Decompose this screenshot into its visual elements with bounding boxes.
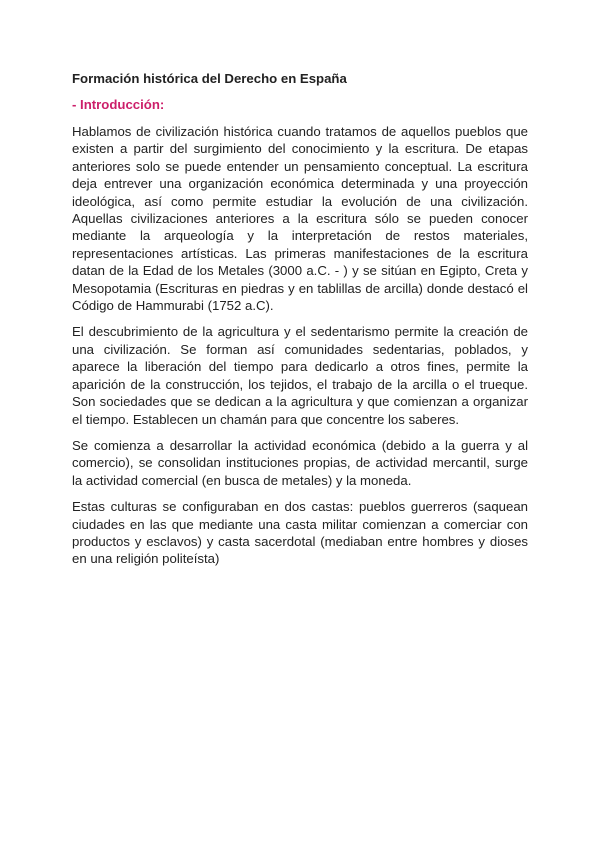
paragraph-civilizacion-historica: Hablamos de civilización histórica cuando tratamos de aquellos pueblos que existen a partir del surgimiento del conocimiento y la escritura. De etapas anteriores solo se puede entender un pensamiento conceptual. La escritura deja entrever una organización económica determinada y una proyección ideológica, así como permite estudiar la evolución de una civilización. Aquellas civilizaciones anteriores a la escritura sólo se pueden conocer mediante la arqueología y la interpretación de restos materiales, representaciones artísticas. Las primeras manifestaciones de la escritura datan de la Edad de los Metales (3000 a.C. - ) y se sitúan en Egipto, Creta y Mesopotamia (Escrituras en piedras y en tablillas de arcilla) donde destacó el Código de Hammurabi (1752 a.C). [72,124,528,314]
paragraph-castas: Estas culturas se configuraban en dos castas: pueblos guerreros (saquean ciudades en las que mediante una casta militar comienzan a comerciar con productos y esclavos) y casta sacerdotal (mediaban entre hombres y dioses en una religión politeísta) [72,499,528,567]
document-title: Formación histórica del Derecho en España [72,71,347,86]
paragraph-actividad-economica: Se comienza a desarrollar la actividad económica (debido a la guerra y al comercio), se consolidan instituciones propias, de actividad mercantil, surge la actividad comercial (en busca de metales) y la moneda. [72,437,528,488]
paragraph-agricultura-sedentarismo: El descubrimiento de la agricultura y el sedentarismo permite la creación de una civilización. Se forman así comunidades sedentarias, poblados, y aparece la liberación del tiempo para dedicarlo a otros fines, permite la aparición de la construcción, los tejidos, el trabajo de la arcilla o el trueque. Son sociedades que se dedican a la agricultura y que comienzan a organizar el tiempo. Establecen un chamán para que concentre los saberes. [72,324,528,427]
section-heading-introduccion: - Introducción: [72,97,165,112]
document-page [72,70,528,577]
